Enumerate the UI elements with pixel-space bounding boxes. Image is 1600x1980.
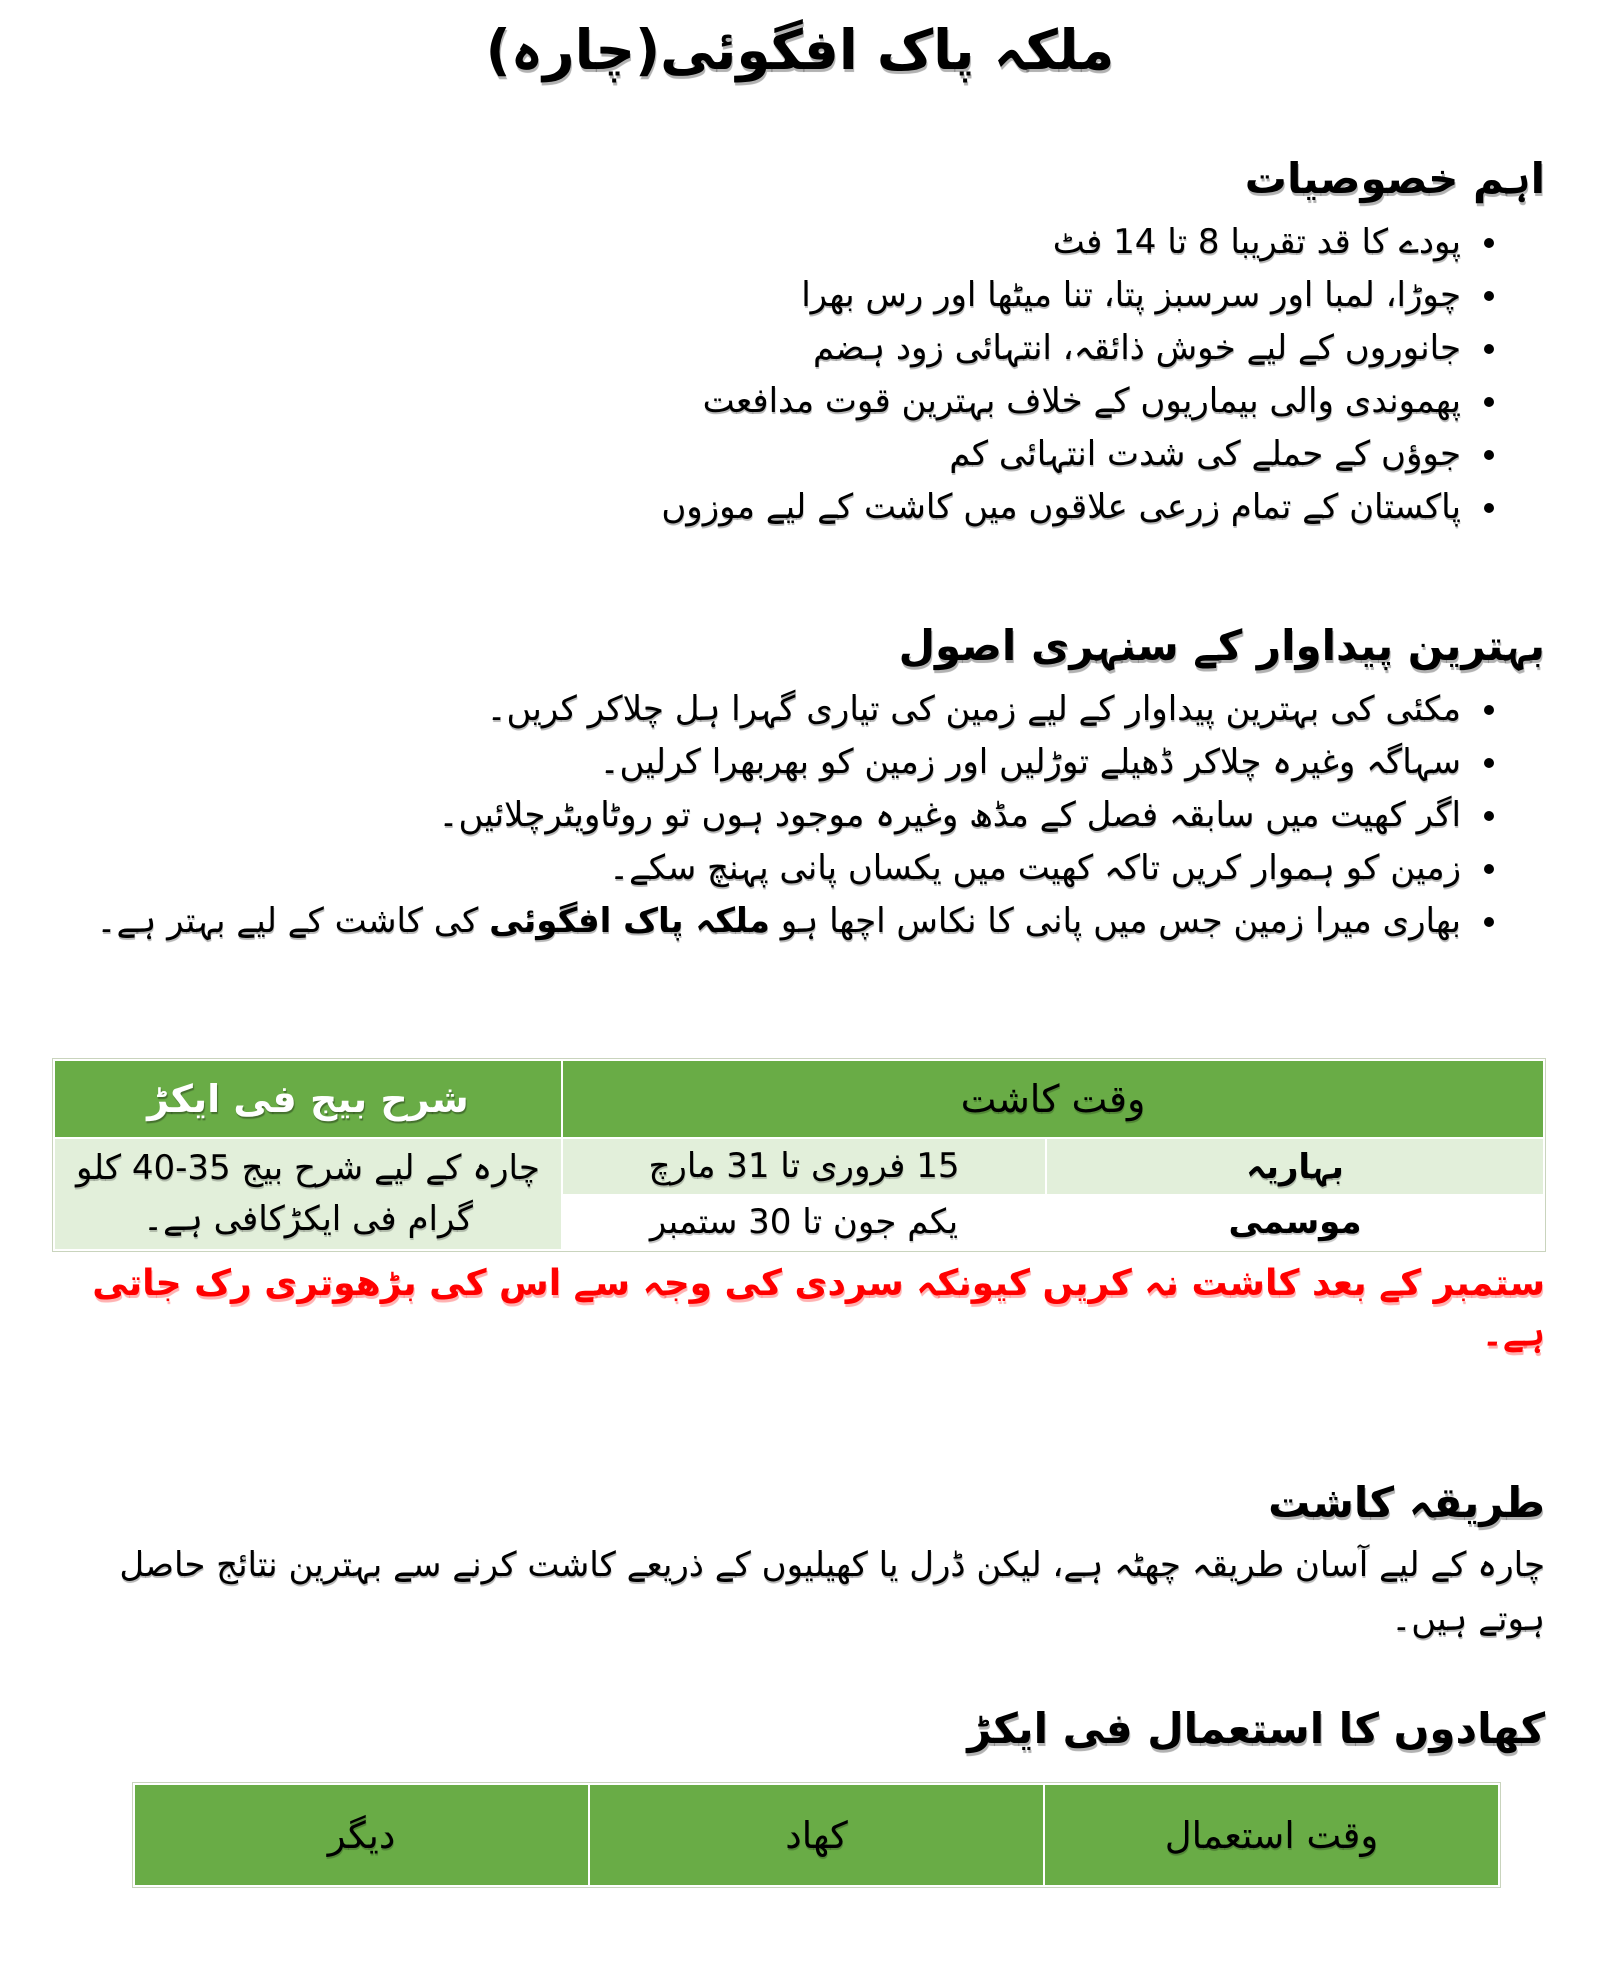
features-item: • پھموندی والی بیماریوں کے خلاف بہترین قوت مدافعت [55, 376, 1467, 427]
features-item: • جوؤں کے حملے کی شدت انتہائی کم [55, 429, 1467, 480]
page-title: ملکہ پاک افگوئی(چارہ) [485, 18, 1115, 82]
dates-cell: یکم جون تا 30 ستمبر [562, 1195, 1046, 1250]
table-header-row [134, 1784, 1499, 1886]
sowing-time-header-cell: وقت کاشت [562, 1060, 1544, 1138]
warning-note: ستمبر کے بعد کاشت نہ کریں کیونکہ سردی کی وجہ سے اس کی بڑھوتری رک جاتی ہے۔ [92, 1263, 1545, 1355]
dates-cell: 15 فروری تا 31 مارچ [562, 1138, 1046, 1195]
seed-rate-header-cell: شرح بیج فی ایکڑ [54, 1060, 562, 1138]
features-heading: اہم خصوصیات [1244, 154, 1545, 203]
principles-item: • سہاگہ وغیرہ چلاکر ڈھیلے توڑلیں اور زمین کو بھربھرا کرلیں۔ [55, 737, 1467, 788]
principles-item: • اگر کھیت میں سابقہ فصل کے مڈھ وغیرہ موجود ہوں تو روٹاویٹرچلائیں۔ [55, 790, 1467, 841]
fertilizer-header-cell: کھاد [589, 1784, 1044, 1886]
other-header-cell: دیگر [134, 1784, 589, 1886]
fertilizer-heading: کھادوں کا استعمال فی ایکڑ [967, 1704, 1545, 1754]
principles-item-text: بھاری میرا زمین جس میں پانی کا نکاس اچھا ہو [769, 901, 1461, 941]
features-item: • پاکستان کے تمام زرعی علاقوں میں کاشت کے لیے موزوں [55, 482, 1467, 533]
method-heading: طریقہ کاشت [1268, 1477, 1545, 1527]
principles-item: • مکئی کی بہترین پیداوار کے لیے زمین کی تیاری گہرا ہل چلاکر کریں۔ [55, 684, 1467, 735]
table-row [54, 1138, 1544, 1195]
seed-rate-note-cell: چارہ کے لیے شرح بیج 35-40 کلو گرام فی ایکڑکافی ہے۔ [54, 1138, 562, 1250]
sowing-time-table [53, 1059, 1545, 1251]
principles-item-text: کی کاشت کے لیے بہتر ہے۔ [96, 901, 490, 941]
fertilizer-table [133, 1783, 1500, 1887]
features-list [55, 217, 1545, 533]
features-item: • چوڑا، لمبا اور سرسبز پتا، تنا میٹھا اور رس بھرا [55, 270, 1467, 321]
variety-name-bold: ملکہ پاک افگوئی [489, 901, 770, 941]
principles-heading: بہترین پیداوار کے سنہری اصول [898, 621, 1545, 670]
method-paragraph: چارہ کے لیے آسان طریقہ چھٹہ ہے، لیکن ڈرل یا کھیلیوں کے ذریعے کاشت کرنے سے بہترین نتائج حاصل ہوتے ہیں۔ [119, 1544, 1545, 1639]
season-cell: موسمی [1046, 1195, 1544, 1250]
table-header-row [54, 1060, 1544, 1138]
season-cell: بہاریہ [1046, 1138, 1544, 1195]
features-item: • پودے کا قد تقریبا 8 تا 14 فٹ [55, 217, 1467, 268]
principles-list [55, 684, 1545, 947]
principles-item [55, 896, 1467, 947]
principles-item: • زمین کو ہموار کریں تاکہ کھیت میں یکساں پانی پہنچ سکے۔ [55, 843, 1467, 894]
usage-time-header-cell: وقت استعمال [1044, 1784, 1499, 1886]
features-item: • جانوروں کے لیے خوش ذائقہ، انتہائی زود ہضم [55, 323, 1467, 374]
